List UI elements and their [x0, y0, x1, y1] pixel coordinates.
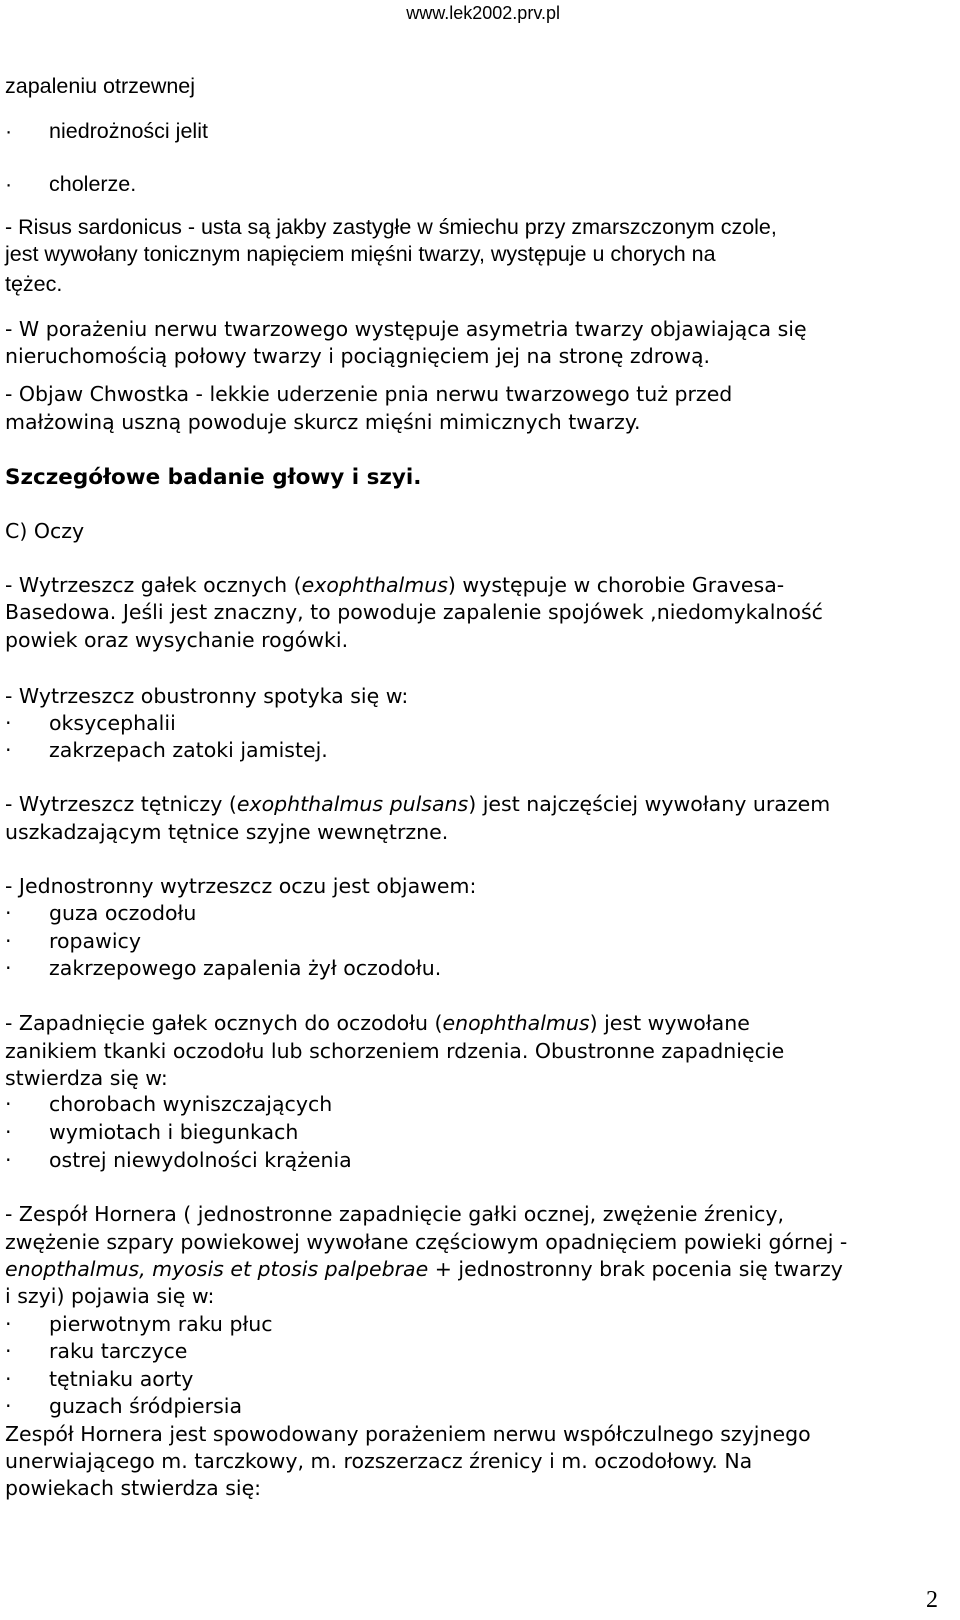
line-text: - Wytrzeszcz obustronny spotyka się w: — [5, 684, 409, 708]
line-text: guza oczodołu — [49, 901, 197, 925]
line-text: chorobach wyniszczających — [49, 1092, 333, 1116]
bullet-item — [5, 117, 208, 145]
bullet-item — [5, 1118, 298, 1146]
line-text: Zespół Hornera jest spowodowany porażeniem nerwu współczulnego szyjnego — [5, 1422, 811, 1446]
text-line — [5, 315, 807, 343]
text-line — [5, 1009, 750, 1037]
line-text: wymiotach i biegunkach — [49, 1120, 299, 1144]
line-text-continued: ) jest najczęściej wywołany urazem — [468, 792, 831, 816]
line-text: zakrzepach zatoki jamistej. — [49, 738, 328, 762]
bullet-item — [5, 1146, 352, 1174]
line-text: C) Oczy — [5, 519, 85, 543]
bullet-item — [5, 1337, 187, 1365]
bullet-item — [5, 899, 196, 927]
text-line — [5, 682, 408, 710]
line-text: ropawicy — [49, 929, 141, 953]
bullet-marker: · — [5, 956, 12, 980]
line-text: Basedowa. Jeśli jest znaczny, to powoduje zapalenie spojówek ,niedomykalność — [5, 600, 823, 624]
text-line — [5, 571, 784, 599]
bullet-item — [5, 1392, 242, 1420]
bullet-marker: · — [5, 1092, 12, 1116]
line-text: ostrej niewydolności krążenia — [49, 1148, 352, 1172]
text-line — [5, 1037, 784, 1065]
text-line — [5, 1282, 214, 1310]
bullet-marker: · — [5, 1367, 12, 1391]
line-text: niedrożności jelit — [49, 119, 208, 143]
text-line — [5, 1228, 847, 1256]
line-text: zanikiem tkanki oczodołu lub schorzeniem rdzenia. Obustronne zapadnięcie — [5, 1039, 785, 1063]
text-line — [5, 1064, 168, 1092]
line-text: - Zapadnięcie gałek ocznych do oczodołu ( — [5, 1011, 443, 1035]
bullet-marker: · — [5, 711, 12, 735]
bullet-marker: · — [5, 901, 12, 925]
bullet-item — [5, 954, 441, 982]
line-text: guzach śródpiersia — [49, 1394, 243, 1418]
text-line — [5, 72, 195, 100]
line-text: uszkadzającym tętnice szyjne wewnętrzne. — [5, 820, 449, 844]
bullet-marker: · — [5, 738, 12, 762]
text-line — [5, 1255, 843, 1283]
page-number: 2 — [926, 1587, 938, 1613]
bullet-marker: · — [5, 1312, 12, 1336]
line-text: stwierdza się w: — [5, 1066, 168, 1090]
text-line — [5, 598, 823, 626]
bullet-marker: · — [5, 1120, 12, 1144]
text-line — [5, 1474, 261, 1502]
bullet-item — [5, 1310, 273, 1338]
line-text: powiekach stwierdza się: — [5, 1476, 262, 1500]
text-line — [5, 818, 448, 846]
line-text: zakrzepowego zapalenia żył oczodołu. — [49, 956, 442, 980]
line-text-continued: ) jest wywołane — [589, 1011, 750, 1035]
text-line — [5, 1200, 784, 1228]
line-text: zapaleniu otrzewnej — [5, 74, 196, 98]
line-text-continued: + jednostronny brak pocenia się twarzy — [428, 1257, 843, 1281]
bullet-marker: · — [5, 119, 13, 143]
line-text: jest wywołany tonicznym napięciem mięśni twarzy, występuje u chorych na — [5, 242, 716, 266]
line-text: Szczegółowe badanie głowy i szyi. — [5, 465, 422, 490]
line-text: - Risus sardonicus - usta są jakby zastygłe w śmiechu przy zmarszczonym czole, — [5, 215, 777, 239]
text-line — [5, 1420, 811, 1448]
line-text: tętniaku aorty — [49, 1367, 194, 1391]
text-line — [5, 517, 84, 545]
line-text-continued: ) występuje w chorobie Gravesa- — [447, 573, 785, 597]
bullet-marker: · — [5, 172, 13, 196]
text-line — [5, 872, 476, 900]
line-text: - Wytrzeszcz gałek ocznych ( — [5, 573, 302, 597]
text-line — [5, 240, 716, 268]
bullet-marker: · — [5, 1339, 12, 1363]
text-line — [5, 380, 732, 408]
latin-term: enopthalmus, myosis et ptosis palpebrae — [5, 1257, 429, 1281]
line-text: oksycephalii — [49, 711, 176, 735]
bullet-marker: · — [5, 929, 12, 953]
line-text: raku tarczyce — [49, 1339, 188, 1363]
line-text: tężec. — [5, 272, 63, 296]
line-text: i szyi) pojawia się w: — [5, 1284, 215, 1308]
text-line — [5, 626, 348, 654]
line-text: zwężenie szpary powiekowej wywołane częściowym opadnięciem powieki górnej - — [5, 1230, 848, 1254]
bullet-item — [5, 170, 136, 198]
bullet-item — [5, 736, 328, 764]
line-text: powiek oraz wysychanie rogówki. — [5, 628, 349, 652]
line-text: cholerze. — [49, 172, 137, 196]
line-text: - W porażeniu nerwu twarzowego występuje asymetria twarzy objawiająca się — [5, 317, 807, 341]
text-line — [5, 213, 777, 241]
line-text: - Jednostronny wytrzeszcz oczu jest objawem: — [5, 874, 477, 898]
bullet-item — [5, 709, 176, 737]
text-line — [5, 790, 830, 818]
line-text: unerwiającego m. tarczkowy, m. rozszerzacz źrenicy i m. oczodołowy. Na — [5, 1449, 753, 1473]
bullet-item — [5, 927, 141, 955]
header-site-url: www.lek2002.prv.pl — [406, 3, 560, 23]
latin-term: exophthalmus pulsans — [236, 792, 469, 816]
line-text: - Objaw Chwostka - lekkie uderzenie pnia nerwu twarzowego tuż przed — [5, 382, 733, 406]
text-line — [5, 342, 710, 370]
text-line — [5, 408, 641, 436]
latin-term: exophthalmus — [301, 573, 448, 597]
line-text: pierwotnym raku płuc — [49, 1312, 273, 1336]
line-text: - Zespół Hornera ( jednostronne zapadnięcie gałki ocznej, zwężenie źrenicy, — [5, 1202, 784, 1226]
latin-term: enophthalmus — [442, 1011, 590, 1035]
bullet-item — [5, 1090, 332, 1118]
bullet-marker: · — [5, 1148, 12, 1172]
line-text: - Wytrzeszcz tętniczy ( — [5, 792, 237, 816]
text-line — [5, 270, 62, 298]
line-text: małżowiną uszną powoduje skurcz mięśni mimicznych twarzy. — [5, 410, 641, 434]
text-line — [5, 1447, 752, 1475]
bullet-item — [5, 1365, 193, 1393]
bullet-marker: · — [5, 1394, 12, 1418]
section-heading — [5, 464, 421, 492]
line-text: nieruchomością połowy twarzy i pociągnięciem jej na stronę zdrową. — [5, 344, 711, 368]
